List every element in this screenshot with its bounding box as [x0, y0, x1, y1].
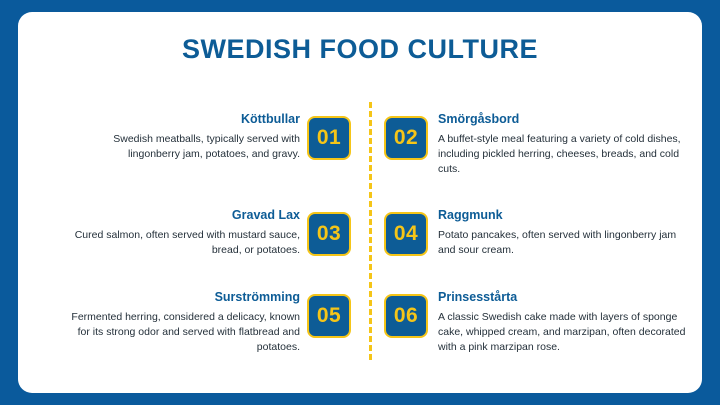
list-item [438, 208, 688, 258]
vertical-dashed-divider [369, 102, 372, 360]
item-name: Raggmunk [438, 208, 503, 222]
item-number-badge [384, 212, 428, 256]
item-number-badge [307, 294, 351, 338]
item-name: Surströmming [214, 290, 300, 304]
item-name: Prinsesstårta [438, 290, 518, 304]
list-item [438, 290, 688, 355]
item-name: Köttbullar [240, 112, 300, 126]
page-title: SWEDISH FOOD CULTURE [182, 34, 538, 64]
item-number-badge [307, 116, 351, 160]
item-description: Cured salmon, often served with mustard sauce, bread, or potatoes. [74, 229, 300, 256]
item-description: A classic Swedish cake made with layers of sponge cake, whipped cream, and marzipan, often decorated with a pink marzipan rose. [438, 311, 686, 353]
list-item [60, 290, 300, 355]
item-number-badge [384, 294, 428, 338]
item-number: 02 [393, 126, 419, 149]
item-number: 03 [316, 222, 342, 245]
list-item [60, 208, 300, 258]
item-name: Smörgåsbord [438, 112, 520, 126]
item-number-badge [384, 116, 428, 160]
item-number: 04 [393, 222, 419, 245]
item-description: Swedish meatballs, typically served with lingonberry jam, potatoes, and gravy. [113, 133, 300, 160]
item-name: Gravad Lax [231, 208, 300, 222]
item-number: 05 [316, 304, 342, 327]
item-number-badge [307, 212, 351, 256]
item-number: 01 [316, 126, 342, 149]
list-item [60, 112, 300, 162]
content-card [18, 12, 702, 393]
list-item [438, 112, 688, 177]
item-description: Potato pancakes, often served with lingonberry jam and sour cream. [438, 229, 677, 256]
item-description: A buffet-style meal featuring a variety of cold dishes, including pickled herring, cheeses, breads, and cold cuts. [438, 133, 681, 175]
item-number: 06 [393, 304, 419, 327]
item-description: Fermented herring, considered a delicacy, known for its strong odor and served with flatbread and potatoes. [71, 311, 300, 353]
